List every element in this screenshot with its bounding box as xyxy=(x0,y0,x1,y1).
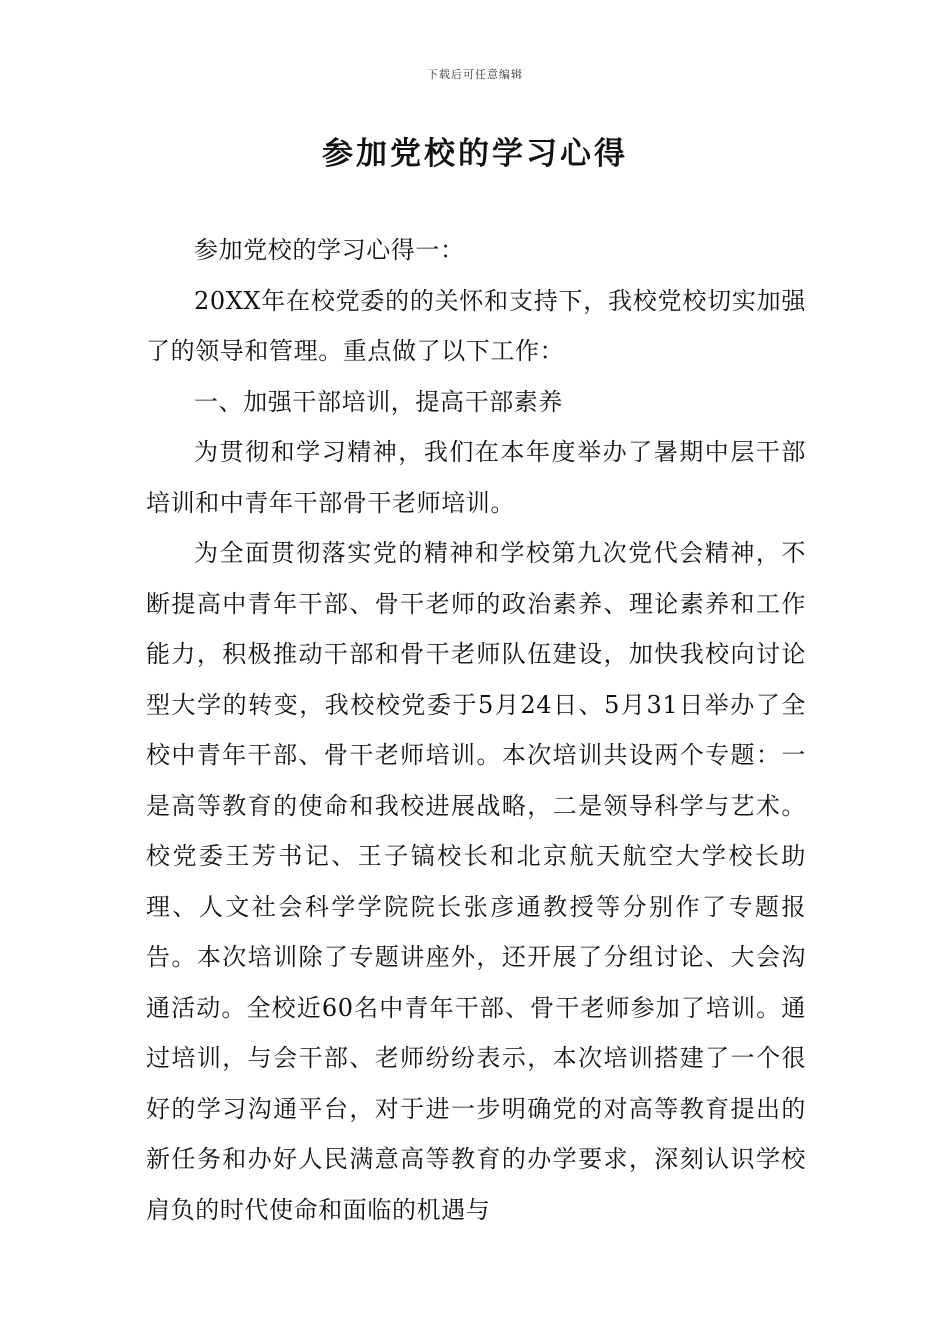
header-note: 下载后可任意编辑 xyxy=(427,68,523,81)
document-body xyxy=(146,225,806,1235)
section-heading: 一、加强干部培训，提高干部素养 xyxy=(194,387,563,416)
paragraph-training-detail: 为全面贯彻落实党的精神和学校第九次党代会精神，不断提高中青年干部、骨干老师的政治素养、理论素养和工作能力，积极推动干部和骨干老师队伍建设，加快我校向讨论型大学的转变，我校校党委于5月24日、5月31日举办了全校中青年干部、骨干老师培训。本次培训共设两个专题：一是高等教育的使命和我校进展战略，二是领导科学与艺术。校党委王芳书记、王子镐校长和北京航天航空大学校长助理、人文社会科学学院院长张彦通教授等分别作了专题报告。本次培训除了专题讲座外，还开展了分组讨论、大会沟通活动。全校近60名中青年干部、骨干老师参加了培训。通过培训，与会干部、老师纷纷表示，本次培训搭建了一个很好的学习沟通平台，对于进一步明确党的对高等教育提出的新任务和办好人民满意高等教育的办学要求，深刻认识学校肩负的时代使命和面临的机遇与 xyxy=(146,539,806,1224)
document-title: 参加党校的学习心得 xyxy=(322,136,628,172)
paragraph-intro: 20XX年在校党委的的关怀和支持下，我校党校切实加强了的领导和管理。重点做了以下工作： xyxy=(146,286,806,365)
paragraph-subtitle: 参加党校的学习心得一： xyxy=(194,236,465,264)
paragraph-training-summary: 为贯彻和学习精神，我们在本年度举办了暑期中层干部培训和中青年干部骨干老师培训。 xyxy=(146,438,806,517)
